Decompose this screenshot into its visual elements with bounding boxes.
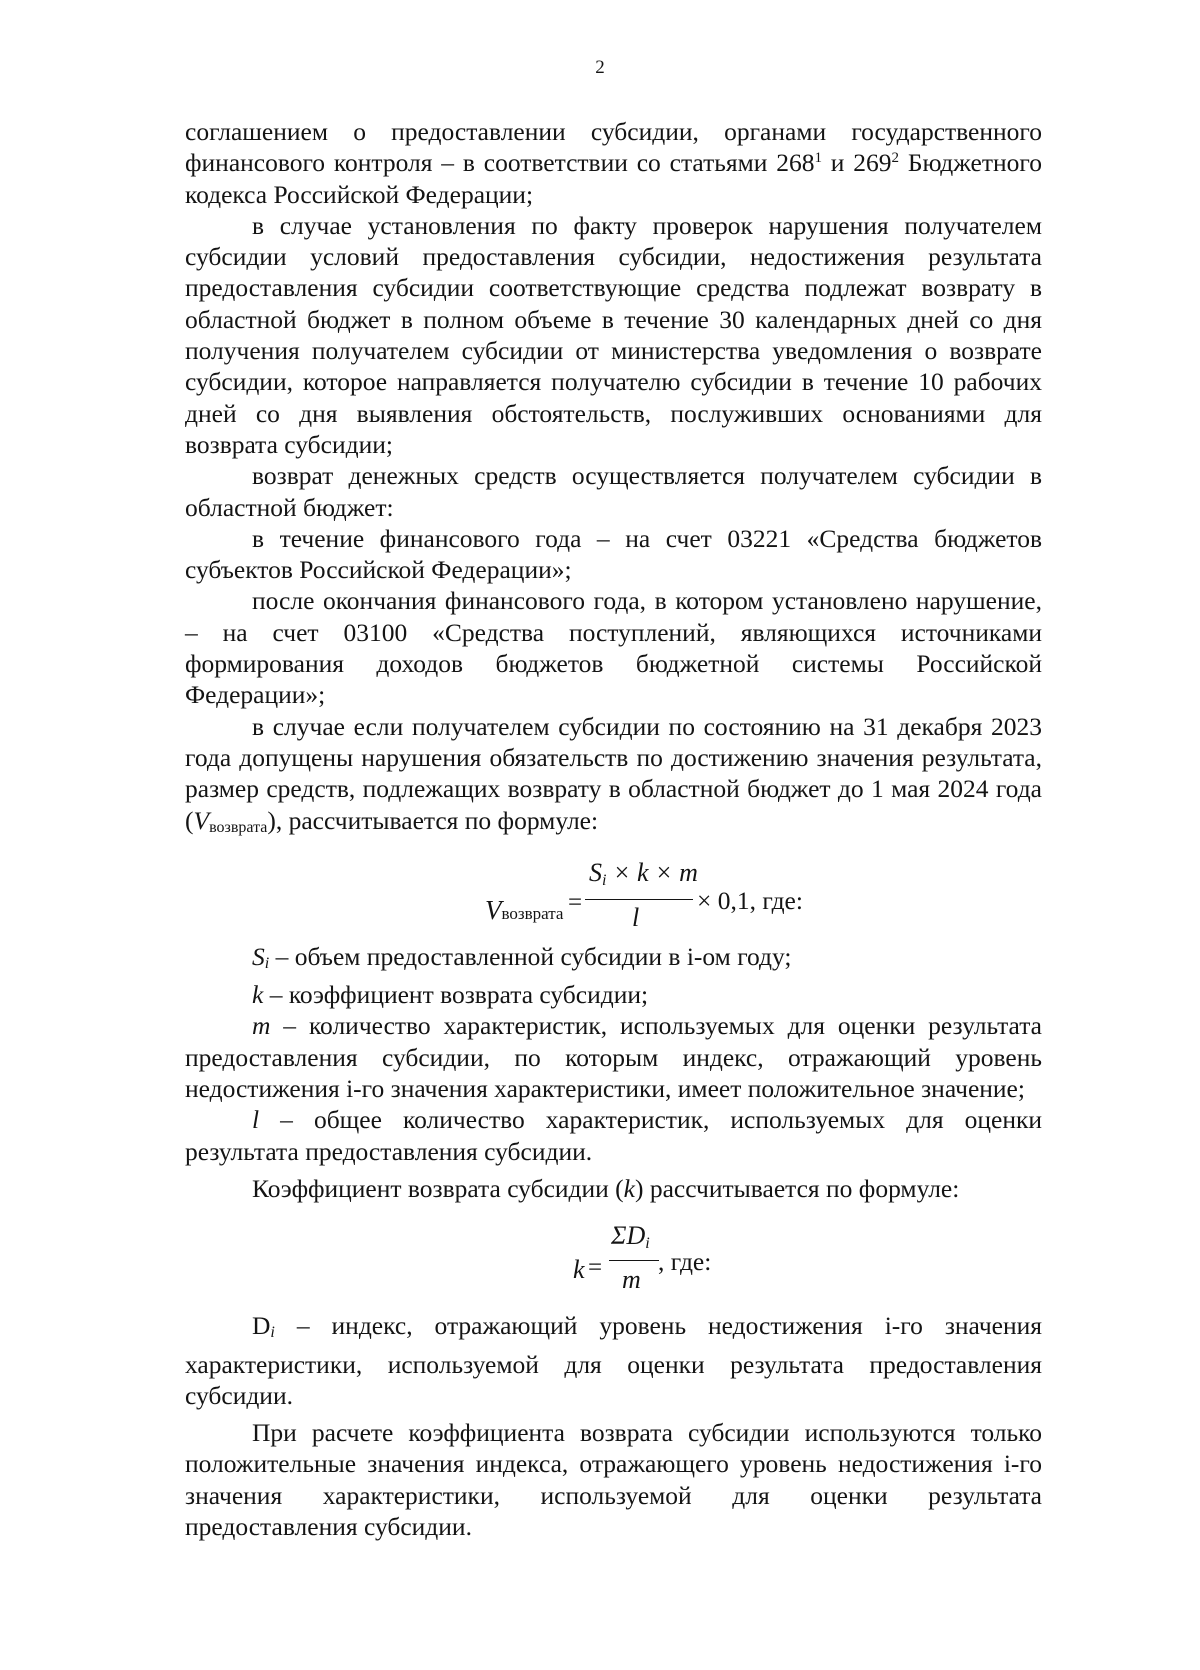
definition-s	[185, 941, 1042, 979]
formula1-numerator	[589, 857, 698, 896]
def-d-symbol: D	[252, 1311, 271, 1341]
definition-d	[185, 1310, 1042, 1411]
paragraph-6-text-b: ), рассчитывается по формуле:	[267, 805, 599, 835]
page-number: 2	[595, 57, 605, 78]
formula1-lhs	[485, 895, 563, 929]
formula2-denominator: m	[622, 1265, 641, 1295]
def-s-text: – объем предоставленной субсидии в i-ом году;	[269, 941, 792, 971]
formula1-num-sub: i	[602, 871, 607, 889]
formula-k	[185, 1216, 1042, 1302]
definition-m	[185, 1010, 1042, 1104]
def-d-text: – индекс, отражающий уровень недостижения i-го значения характеристики, используемой для оценки результата предоставления субсидии.	[185, 1311, 1042, 1410]
formula1-equals: =	[568, 888, 583, 916]
formula2-num-sub: i	[645, 1235, 650, 1253]
formula2-num-sum: ΣD	[611, 1221, 646, 1251]
formula1-denominator: l	[632, 902, 640, 932]
def-s-sub: i	[264, 954, 270, 972]
paragraph-2: в случае установления по факту проверок нарушения получателем субсидии условий предоставления субсидии, недостижения результата предоставления субсидии соответствующие средства подлежат возврату в областной бюджет в полном объеме в течение 30 календарных дней со дня получения получателем субсидии от министерства уведомления о возврате субсидии, которое направляется получателю субсидии в течение 10 рабочих дней со дня выявления обстоятельств, послуживших основаниями для возврата субсидии;	[185, 210, 1042, 459]
def-d-sub: i	[270, 1324, 275, 1342]
paragraph-1-text-b: и 269	[821, 148, 892, 178]
footnote-sup-1: 1	[814, 150, 822, 167]
paragraph-6-text-a: в случае если получателем субсидии по состоянию на 31 декабря 2023 года допущены нарушения обязательств по достижению значения результата, размер средств, подлежащих возврату в областной бюджет до 1 мая 2024 года (	[185, 711, 1042, 835]
paragraph-4: в течение финансового года – на счет 03221 «Средства бюджетов субъектов Российской Федерации»;	[185, 523, 1042, 585]
var-v: V	[193, 805, 210, 835]
formula1-num-rest: × k × m	[606, 857, 698, 887]
def-l-text: – общее количество характеристик, используемых для оценки результата предоставления субсидии.	[185, 1105, 1042, 1166]
paragraph-1-text-c: Бюджетного кодекса Российской Федерации;	[185, 148, 1042, 209]
def-k-text: – коэффициент возврата субсидии;	[263, 980, 649, 1010]
paragraph-3: возврат денежных средств осуществляется получателем субсидии в областной бюджет:	[185, 461, 1042, 522]
def-s-symbol: S	[252, 941, 265, 971]
definition-l	[185, 1104, 1042, 1167]
formula1-tail: × 0,1, где:	[697, 885, 803, 915]
paragraph-1	[185, 116, 1042, 210]
formula2-fraction-line	[609, 1260, 659, 1261]
def-k-symbol: k	[252, 980, 264, 1010]
var-v-sub: возврата	[209, 818, 268, 836]
paragraph-7-var: k	[623, 1173, 635, 1203]
formula2-tail: , где:	[658, 1247, 712, 1277]
def-m-symbol: m	[252, 1011, 271, 1041]
paragraph-1-text-a: соглашением о предоставлении субсидии, органами государственного финансового контроля – в соответствии со статьями 268	[185, 117, 1042, 178]
document-body	[185, 116, 1042, 1542]
formula1-fraction-line	[585, 899, 693, 900]
def-l-symbol: l	[252, 1105, 260, 1135]
def-m-text: – количество характеристик, используемых для оценки результата предоставления субсидии, по которым индекс, отражающий уровень недостижения i-го значения характеристики, имеет положительное значение;	[185, 1011, 1042, 1104]
paragraph-6	[185, 711, 1042, 843]
formula2-numerator	[611, 1220, 650, 1259]
formula1-num-s: S	[589, 857, 602, 887]
paragraph-8: При расчете коэффициента возврата субсидии используются только положительные значения индекса, отражающего уровень недостижения i-го значения характеристики, используемой для оценки результата предоставления субсидии.	[185, 1418, 1042, 1541]
formula2-lhs: k	[573, 1255, 585, 1285]
footnote-sup-2: 2	[891, 150, 900, 167]
formula1-lhs-sub: возврата	[501, 903, 564, 923]
formula1-lhs-var: V	[485, 894, 502, 925]
paragraph-5: после окончания финансового года, в котором установлено нарушение, – на счет 03100 «Средства поступлений, являющихся источниками формирования доходов бюджетов бюджетной системы Российской Федерации»;	[185, 586, 1042, 710]
definition-k	[185, 979, 1042, 1010]
paragraph-7	[185, 1173, 1042, 1204]
formula2-equals: =	[588, 1254, 603, 1282]
formula-v-return	[185, 847, 1042, 941]
paragraph-7-text-b: ) рассчитывается по формуле:	[635, 1173, 960, 1203]
paragraph-7-text-a: Коэффициент возврата субсидии (	[252, 1173, 624, 1203]
